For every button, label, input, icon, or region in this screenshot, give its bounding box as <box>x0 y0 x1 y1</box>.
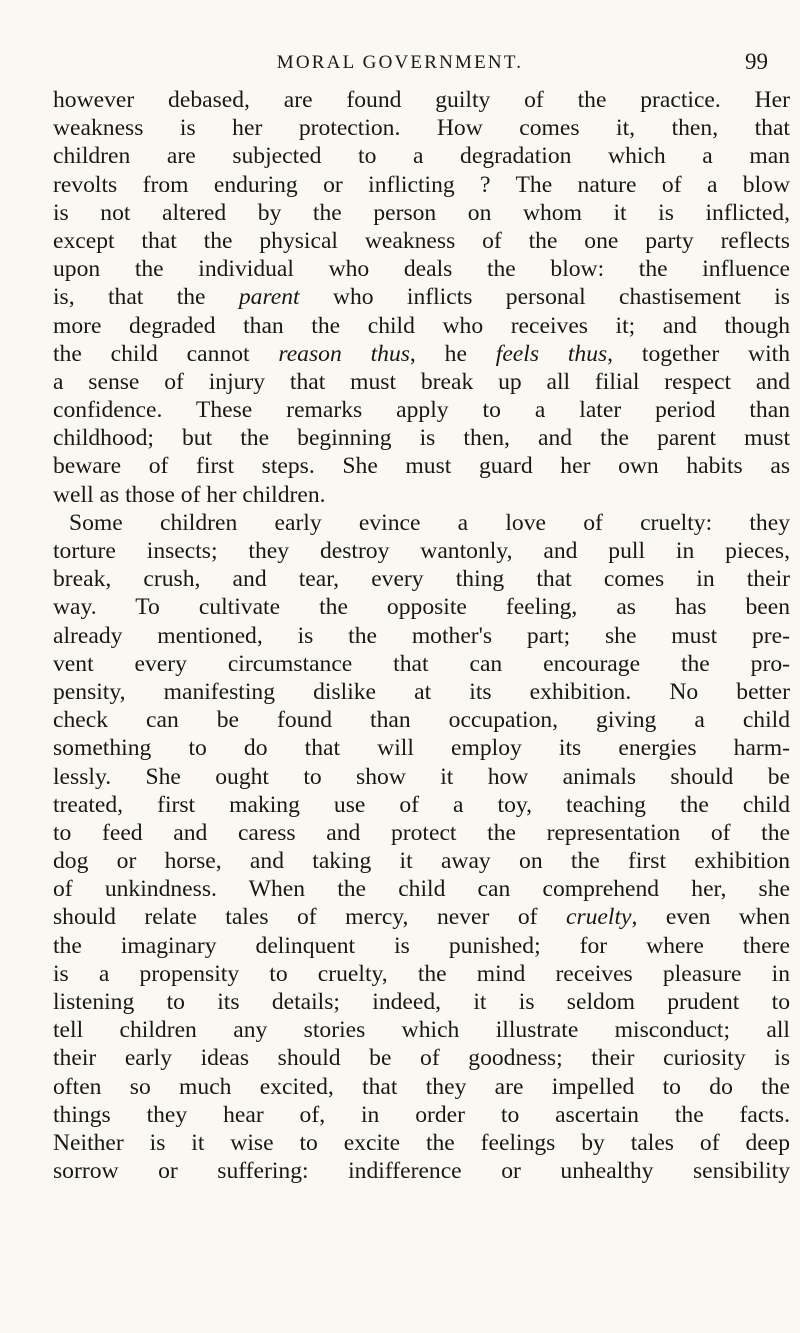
text-line: listening to its details; indeed, it is seldom prudent to <box>53 989 790 1015</box>
body-text <box>53 86 790 1185</box>
page-number: 99 <box>745 49 768 74</box>
text-line: sorrow or suffering: indifference or unhealthy sensibility <box>53 1158 790 1185</box>
text-line: is not altered by the person on whom it is inflicted, <box>53 199 790 226</box>
text-line: break, crush, and tear, every thing that comes in their <box>53 566 790 593</box>
text-line: a sense of injury that must break up all filial respect and <box>53 368 790 395</box>
text-line: something to do that will employ its energies harm- <box>53 735 790 762</box>
text-line: pensity, manifesting dislike at its exhibition. No better <box>53 678 790 705</box>
text-line: way. To cultivate the opposite feeling, as has been <box>53 594 790 621</box>
paragraph-start-line: Some children early evince a love of cruelty: they <box>69 509 790 536</box>
text-line: treated, first making use of a toy, teaching the child <box>53 791 790 818</box>
text-line: to feed and caress and protect the representation of the <box>53 819 790 846</box>
text-line: beware of first steps. She must guard her own habits as <box>53 453 790 480</box>
text-line: lessly. She ought to show it how animals should be <box>53 763 790 790</box>
running-head <box>0 49 800 82</box>
text-line: torture insects; they destroy wantonly, and pull in pieces, <box>53 538 790 564</box>
text-line: often so much excited, that they are impelled to do the <box>53 1073 790 1100</box>
text-line: children are subjected to a degradation which a man <box>53 143 790 170</box>
text-line: tell children any stories which illustrate misconduct; all <box>53 1017 790 1044</box>
text-line: the imaginary delinquent is punished; for where there <box>53 932 790 959</box>
running-title: MORAL GOVERNMENT. <box>276 52 524 73</box>
text-line: however debased, are found guilty of the practice. Her <box>53 87 790 113</box>
text-line: their early ideas should be of goodness; their curiosity is <box>53 1045 790 1072</box>
text-line: except that the physical weakness of the one party reflects <box>53 227 790 254</box>
text-line: the child cannot reason thus, he feels thus, together with <box>53 340 790 367</box>
text-line: more degraded than the child who receives it; and though <box>53 312 790 339</box>
text-line: Neither is it wise to excite the feelings by tales of deep <box>53 1129 790 1156</box>
text-line: weakness is her protection. How comes it, then, that <box>53 115 790 142</box>
text-line: revolts from enduring or inflicting ? The nature of a blow <box>53 171 790 198</box>
text-line: dog or horse, and taking it away on the first exhibition <box>53 848 790 875</box>
text-line: vent every circumstance that can encourage the pro- <box>53 650 790 677</box>
text-line: check can be found than occupation, giving a child <box>53 707 790 734</box>
text-line: childhood; but the beginning is then, and the parent must <box>53 425 790 452</box>
text-line: should relate tales of mercy, never of cruelty, even when <box>53 904 790 931</box>
paragraph-end-line: well as those of her children. <box>53 481 326 508</box>
text-line: already mentioned, is the mother's part; she must pre- <box>53 622 790 649</box>
text-line: upon the individual who deals the blow: the influence <box>53 256 790 283</box>
text-line: is, that the parent who inflicts personal chastisement is <box>53 284 790 311</box>
text-line: things they hear of, in order to ascertain the facts. <box>53 1101 790 1128</box>
text-line: of unkindness. When the child can comprehend her, she <box>53 876 790 903</box>
text-line: confidence. These remarks apply to a later period than <box>53 397 790 424</box>
text-line: is a propensity to cruelty, the mind receives pleasure in <box>53 960 790 987</box>
